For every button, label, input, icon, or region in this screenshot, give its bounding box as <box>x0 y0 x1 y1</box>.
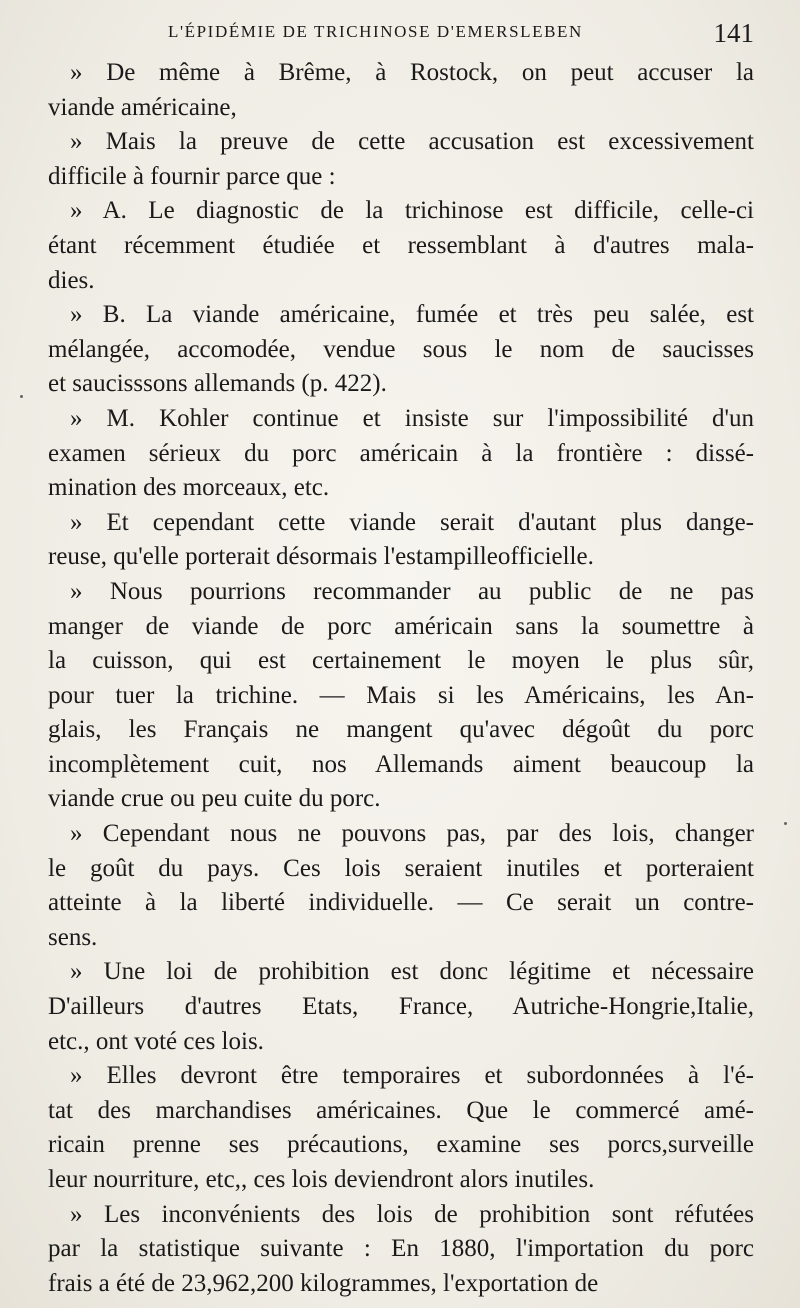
paragraph <box>48 955 754 1059</box>
text-line: » Elles devront être temporaires et subordonnées à l'é- <box>70 1062 754 1090</box>
text-line: » A. Le diagnostic de la trichinose est difficile, celle-ci <box>70 197 754 225</box>
text-line: » Nous pourrions recommander au public de ne pas <box>70 577 754 605</box>
paragraph <box>48 298 754 402</box>
paragraph <box>48 402 754 506</box>
text-line: » M. Kohler continue et insiste sur l'impossibilité d'un <box>70 404 754 432</box>
page-number: 141 <box>713 18 754 48</box>
text-line: reuse, qu'elle porterait désormais l'estampilleofficielle. <box>48 543 594 571</box>
margin-speck <box>784 822 787 825</box>
running-title: L'ÉPIDÉMIE DE TRICHINOSE D'EMERSLEBEN <box>168 22 583 41</box>
text-line: le goût du pays. Ces lois seraient inutiles et porteraient <box>48 854 754 882</box>
text-line: » De même à Brême, à Rostock, on peut accuser la <box>70 59 754 86</box>
text-line: » Une loi de prohibition est donc légitime et nécessaire <box>70 958 754 986</box>
text-line: viande crue ou peu cuite du porc. <box>48 785 381 813</box>
paragraph <box>48 1198 754 1302</box>
text-line: » B. La viande américaine, fumée et très peu salée, est <box>70 301 754 329</box>
text-line: examen sérieux du porc américain à la frontière : dissé- <box>48 439 754 467</box>
text-line: etc., ont voté ces lois. <box>48 1027 264 1055</box>
text-line: » Les inconvénients des lois de prohibition sont réfutées <box>70 1200 754 1228</box>
text-line: étant récemment étudiée et ressemblant à d'autres mala- <box>48 231 754 259</box>
text-line: manger de viande de porc américain sans la soumettre à <box>48 612 754 640</box>
text-line: » Et cependant cette viande serait d'autant plus dange- <box>70 508 754 536</box>
text-line: mélangée, accomodée, vendue sous le nom de saucisses <box>48 335 754 363</box>
paragraph <box>48 575 754 817</box>
body-text <box>48 56 754 1301</box>
text-line: atteinte à la liberté individuelle. — Ce serait un contre- <box>48 889 754 917</box>
text-line: la cuisson, qui est certainement le moyen le plus sûr, <box>48 647 754 675</box>
paragraph <box>48 194 754 298</box>
text-line: frais a été de 23,962,200 kilogrammes, l'exportation de <box>48 1269 599 1297</box>
paragraph <box>48 506 754 575</box>
paragraph <box>48 56 754 125</box>
margin-speck <box>20 395 23 398</box>
text-line: glais, les Français ne mangent qu'avec dégoût du porc <box>48 716 754 744</box>
text-line: viande américaine, <box>48 93 237 121</box>
paragraph <box>48 817 754 955</box>
text-line: dies. <box>48 266 95 294</box>
text-line: et saucisssons allemands (p. 422). <box>48 370 387 398</box>
text-line: sens. <box>48 923 98 951</box>
page-header <box>48 20 754 54</box>
text-line: » Mais la preuve de cette accusation est excessivement <box>70 128 754 156</box>
text-line: leur nourriture, etc,, ces lois deviendront alors inutiles. <box>48 1166 595 1193</box>
text-line: ricain prenne ses précautions, examine ses porcs,surveille <box>48 1131 754 1159</box>
text-line: tat des marchandises américaines. Que le commercé amé- <box>48 1096 754 1124</box>
text-line: par la statistique suivante : En 1880, l'importation du porc <box>48 1235 754 1263</box>
text-line: incomplètement cuit, nos Allemands aiment beaucoup la <box>48 750 754 778</box>
paragraph <box>48 125 754 194</box>
text-line: mination des morceaux, etc. <box>48 474 330 502</box>
text-line: D'ailleurs d'autres Etats, France, Autriche-Hongrie,Italie, <box>48 993 754 1021</box>
text-line: difficile à fournir parce que : <box>48 162 336 190</box>
text-line: pour tuer la trichine. — Mais si les Américains, les An- <box>48 681 754 709</box>
text-line: » Cependant nous ne pouvons pas, par des lois, changer <box>70 820 754 848</box>
paragraph <box>48 1059 754 1197</box>
